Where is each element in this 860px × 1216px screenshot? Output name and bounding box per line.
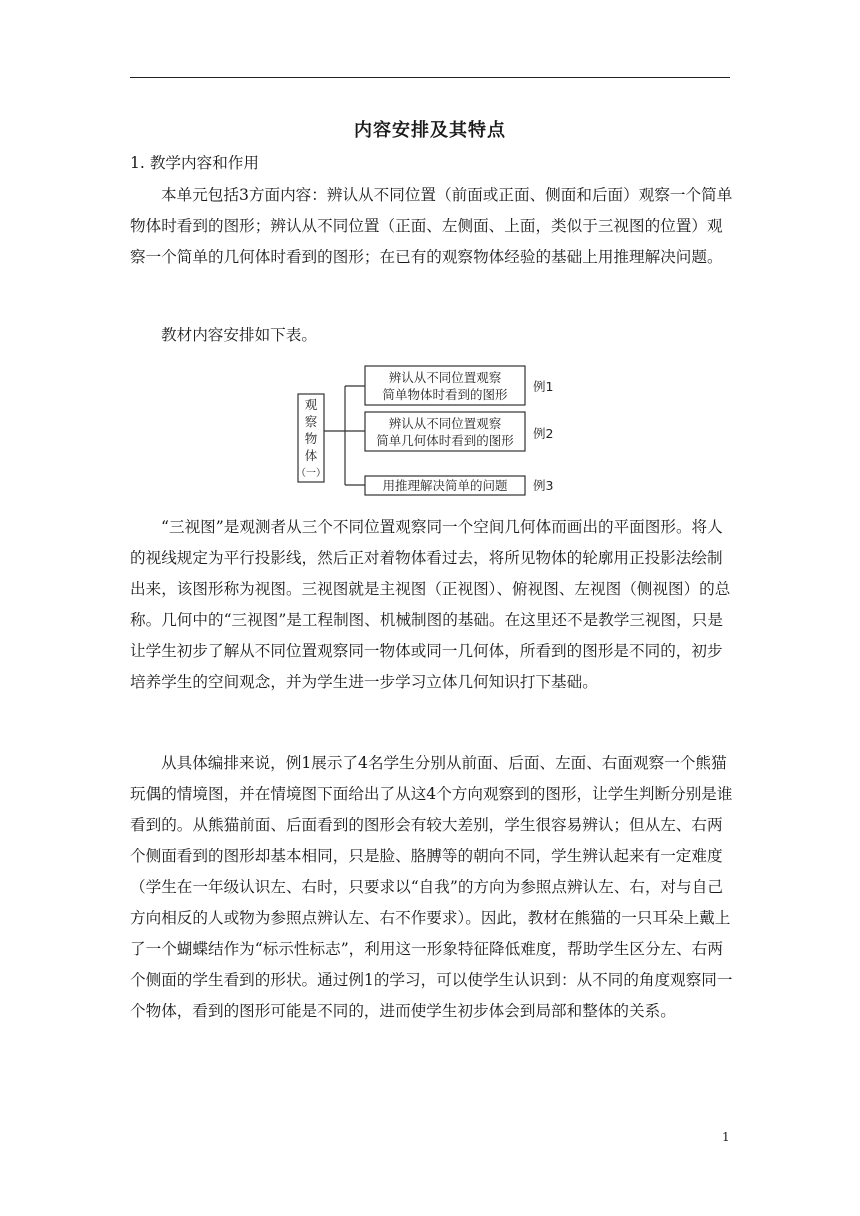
header-rule [130, 77, 730, 78]
paragraph-2: 教材内容安排如下表。 [161, 326, 317, 344]
paragraph-1: 本单元包括3方面内容：辨认从不同位置（前面或正面、侧面和后面）观察一个简单物体时看到的图形；辨认从不同位置（正面、左侧面、上面，类似于三视图的位置）观察一个简单的几何体时看到的图形；在已有的观察物体经验的基础上用推理解决问题。 [130, 186, 733, 266]
diagram-root-char: （一） [296, 468, 326, 479]
diagram-root-char: 体 [304, 448, 318, 463]
diagram-example-label: 例3 [533, 478, 554, 493]
diagram-example-label: 例1 [533, 379, 554, 394]
section-heading: 1. 教学内容和作用 [130, 154, 259, 172]
diagram-root-char: 物 [304, 431, 318, 446]
diagram-branch-text: 简单几何体时看到的图形 [376, 433, 514, 448]
paragraph-3: “三视图”是观测者从三个不同位置观察同一个空间几何体而画出的平面图形。将人的视线规定为平行投影线，然后正对着物体看过去，将所见物体的轮廓用正投影法绘制出来，该图形称为视图。三视图就是主视图（正视图）、俯视图、左视图（侧视图）的总称。几何中的“三视图”是工程制图、机械制图的基础。在这里还不是教学三视图，只是让学生初步了解从不同位置观察同一物体或同一几何体，所看到的图形是不同的，初步培养学生的空间观念，并为学生进一步学习立体几何知识打下基础。 [130, 518, 731, 691]
diagram-example-label: 例2 [533, 426, 554, 441]
diagram-root-char: 观 [304, 397, 318, 412]
paragraph-4: 从具体编排来说，例1展示了4名学生分别从前面、后面、左面、右面观察一个熊猫玩偶的情境图，并在情境图下面给出了从这4个方向观察到的图形，让学生判断分别是谁看到的。从熊猫前面、后面看到的图形会有较大差别，学生很容易辨认；但从左、右两个侧面看到的图形却基本相同，只是脸、胳膊等的朝向不同，学生辨认起来有一定难度（学生在一年级认识左、右时，只要求以“自我”的方向为参照点辨认左、右，对与自己方向相反的人或物为参照点辨认左、右不作要求）。因此，教材在熊猫的一只耳朵上戴上了一个蝴蝶结作为“标示性标志”，利用这一形象特征降低难度，帮助学生区分左、右两个侧面的学生看到的形状。通过例1的学习，可以使学生认识到：从不同的角度观察同一个物体，看到的图形可能是不同的，进而使学生初步体会到局部和整体的关系。 [130, 754, 733, 1020]
page-title: 内容安排及其特点 [354, 120, 506, 141]
diagram-branch-text: 辨认从不同位置观察 [388, 416, 502, 431]
diagram-branch-text: 用推理解决简单的问题 [382, 478, 508, 493]
diagram-root-char: 察 [304, 414, 318, 429]
diagram-branch-text: 简单物体时看到的图形 [382, 387, 508, 402]
page-number: 1 [722, 1130, 730, 1144]
content-structure-diagram [291, 359, 591, 501]
diagram-branch-text: 辨认从不同位置观察 [388, 370, 502, 385]
